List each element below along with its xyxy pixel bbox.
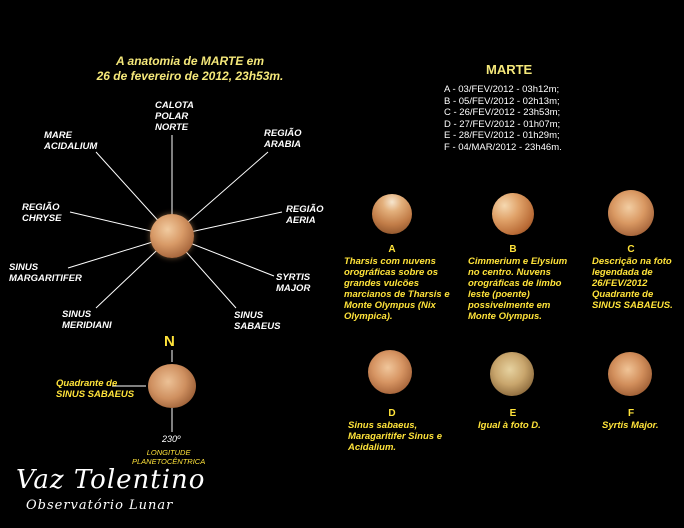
photo-caption-e: Igual à foto D. <box>478 420 541 431</box>
label-syrtis-major: SYRTIS MAJOR <box>276 272 311 294</box>
mars-photo-d <box>368 350 412 394</box>
photo-caption-f: Syrtis Major. <box>602 420 659 431</box>
mars-main-planet <box>150 214 194 258</box>
mars-photo-b <box>492 193 534 235</box>
photo-caption-d: Sinus sabaeus, Maragaritifer Sinus e Acidalium. <box>348 420 442 453</box>
label-sinus-margaritifer: SINUS MARGARITIFER <box>9 262 82 284</box>
legend-list <box>444 84 562 153</box>
legend-item-a: A - 03/FEV/2012 - 03h12m; <box>444 84 560 95</box>
label-calota-polar-norte: CALOTA POLAR NORTE <box>155 100 194 133</box>
photo-caption-b: Cimmerium e Elysium no centro. Nuvens orográficas de limbo leste (poente) possivelmente em Monte Olympus. <box>468 256 568 322</box>
label-mare-acidalium: MARE ACIDALIUM <box>44 130 98 152</box>
signature-observatory: Observatório Lunar <box>26 498 174 513</box>
signature-name: Vaz Tolentino <box>16 465 206 495</box>
photo-caption-c: Descrição na foto legendada de 26/FEV/2012 Quadrante de SINUS SABAEUS. <box>592 256 673 311</box>
legend-item-e: E - 28/FEV/2012 - 01h29m; <box>444 130 560 141</box>
quadrant-label: Quadrante de SINUS SABAEUS <box>56 378 135 400</box>
mars-photo-c <box>608 190 654 236</box>
label-regiao-chryse: REGIÃO CHRYSE <box>22 202 62 224</box>
legend-item-f: F - 04/MAR/2012 - 23h46m. <box>444 141 562 153</box>
legend-item-c: C - 26/FEV/2012 - 23h53m; <box>444 107 561 118</box>
mars-quadrant-planet <box>148 364 196 408</box>
legend-item-b: B - 05/FEV/2012 - 02h13m; <box>444 95 560 107</box>
photo-caption-a: Tharsis com nuvens orográficas sobre os grandes vulcões marcianos de Tharsis e Monte Olympus (Nix Olympica). <box>344 256 450 322</box>
north-indicator: N <box>164 333 175 350</box>
photo-letter-c: C <box>627 244 635 255</box>
label-sinus-sabaeus: SINUS SABAEUS <box>234 310 281 332</box>
mars-photo-a <box>372 194 412 234</box>
legend-title: MARTE <box>486 62 533 77</box>
mars-photo-f <box>608 352 652 396</box>
mars-photo-e <box>490 352 534 396</box>
photo-letter-e: E <box>509 408 517 419</box>
longitude-value: 230º <box>162 434 181 444</box>
title-line-2: 26 de fevereiro de 2012, 23h53m. <box>96 69 284 83</box>
photo-letter-d: D <box>388 408 396 419</box>
title-line-1: A anatomia de MARTE em <box>115 54 265 68</box>
label-regiao-aeria: REGIÃO AERIA <box>286 204 324 226</box>
photo-letter-b: B <box>509 244 517 255</box>
longitude-label: LONGITUDE PLANETOCÊNTRICA <box>132 448 206 466</box>
label-sinus-meridiani: SINUS MERIDIANI <box>62 309 112 331</box>
legend-item-d: D - 27/FEV/2012 - 01h07m; <box>444 118 561 130</box>
photo-letter-a: A <box>388 244 396 255</box>
photo-letter-f: F <box>627 408 635 419</box>
label-regiao-arabia: REGIÃO ARABIA <box>264 128 302 150</box>
